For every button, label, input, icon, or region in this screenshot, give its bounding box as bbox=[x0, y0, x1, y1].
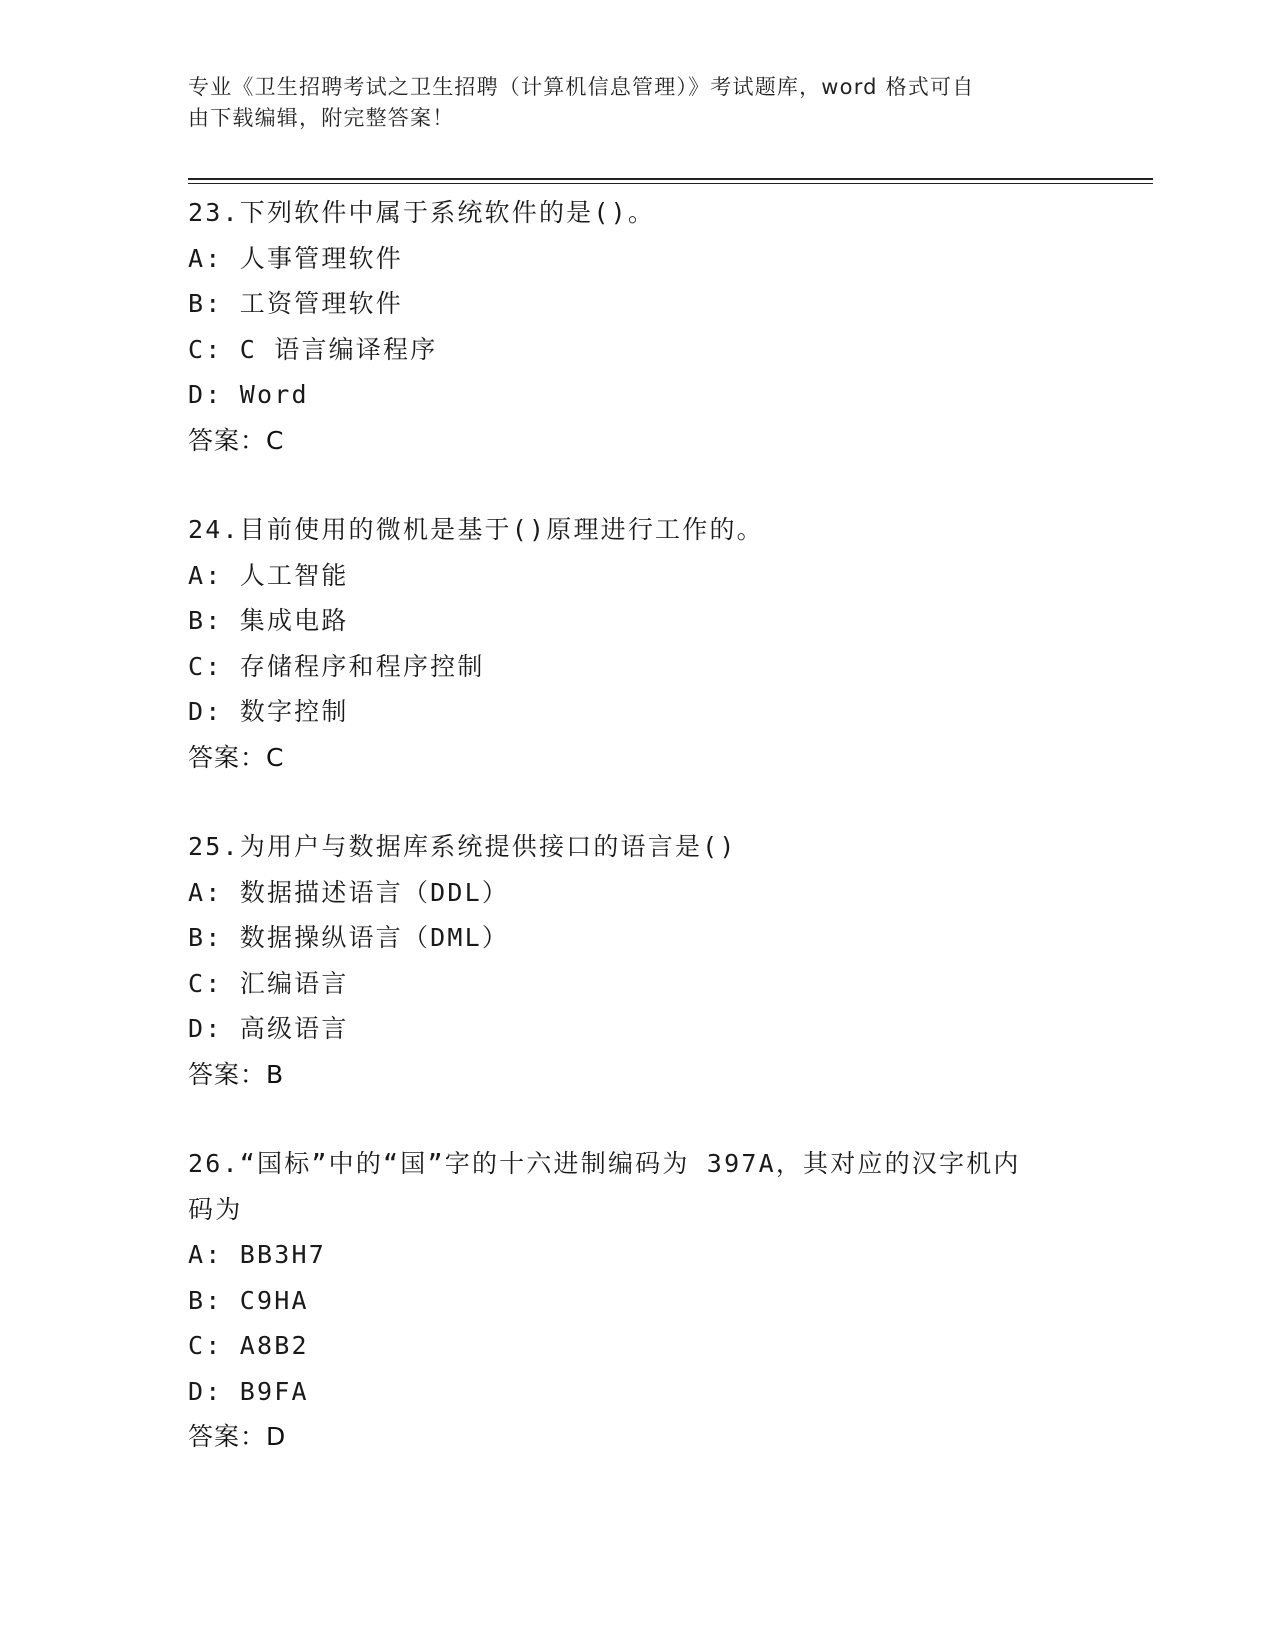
question-gap bbox=[188, 1097, 1088, 1141]
answer-label: 答案：C bbox=[188, 425, 285, 455]
question-stem-line-2: 码为 bbox=[188, 1194, 243, 1224]
option-c: C: A8B2 bbox=[188, 1331, 309, 1360]
question-gap bbox=[188, 463, 1088, 507]
question-stem: 25.为用户与数据库系统提供接口的语言是() bbox=[188, 832, 737, 861]
option-d: D: 数字控制 bbox=[188, 697, 349, 726]
header-line-2: 由下载编辑，附完整答案！ bbox=[188, 106, 455, 130]
answer-label: 答案：B bbox=[188, 1059, 285, 1089]
option-a: A: 人事管理软件 bbox=[188, 243, 403, 273]
option-b: B: 数据操纵语言（DML） bbox=[188, 923, 510, 952]
option-d: D: Word bbox=[188, 380, 309, 409]
option-a: A: 数据描述语言（DDL） bbox=[188, 877, 510, 907]
option-c: C: 存储程序和程序控制 bbox=[188, 651, 485, 681]
option-b: B: C9HA bbox=[188, 1285, 309, 1315]
question-24 bbox=[188, 507, 1088, 780]
option-c: C: 汇编语言 bbox=[188, 968, 349, 998]
option-a: A: BB3H7 bbox=[188, 1240, 327, 1269]
question-stem-line-1: 26.“国标”中的“国”字的十六进制编码为 397A，其对应的汉字机内 bbox=[188, 1149, 1021, 1178]
answer-label: 答案：C bbox=[188, 742, 285, 772]
question-stem: 24.目前使用的微机是基于()原理进行工作的。 bbox=[188, 515, 764, 544]
option-b: B: 工资管理软件 bbox=[188, 289, 403, 318]
header-divider-thick bbox=[188, 178, 1153, 180]
question-26 bbox=[188, 1141, 1088, 1460]
option-a: A: 人工智能 bbox=[188, 560, 349, 590]
header-divider-thin bbox=[188, 183, 1153, 184]
question-23 bbox=[188, 190, 1088, 463]
question-25 bbox=[188, 824, 1088, 1097]
option-d: D: 高级语言 bbox=[188, 1014, 349, 1043]
option-b: B: 集成电路 bbox=[188, 606, 349, 635]
question-gap bbox=[188, 780, 1088, 824]
document-header bbox=[188, 72, 1088, 134]
option-d: D: B9FA bbox=[188, 1376, 309, 1406]
question-stem: 23.下列软件中属于系统软件的是()。 bbox=[188, 198, 656, 227]
option-c: C: C 语言编译程序 bbox=[188, 334, 438, 364]
header-line-1: 专业《卫生招聘考试之卫生招聘（计算机信息管理）》考试题库，word 格式可自 bbox=[188, 75, 975, 99]
question-list bbox=[188, 190, 1088, 1460]
answer-label: 答案：D bbox=[188, 1422, 287, 1451]
